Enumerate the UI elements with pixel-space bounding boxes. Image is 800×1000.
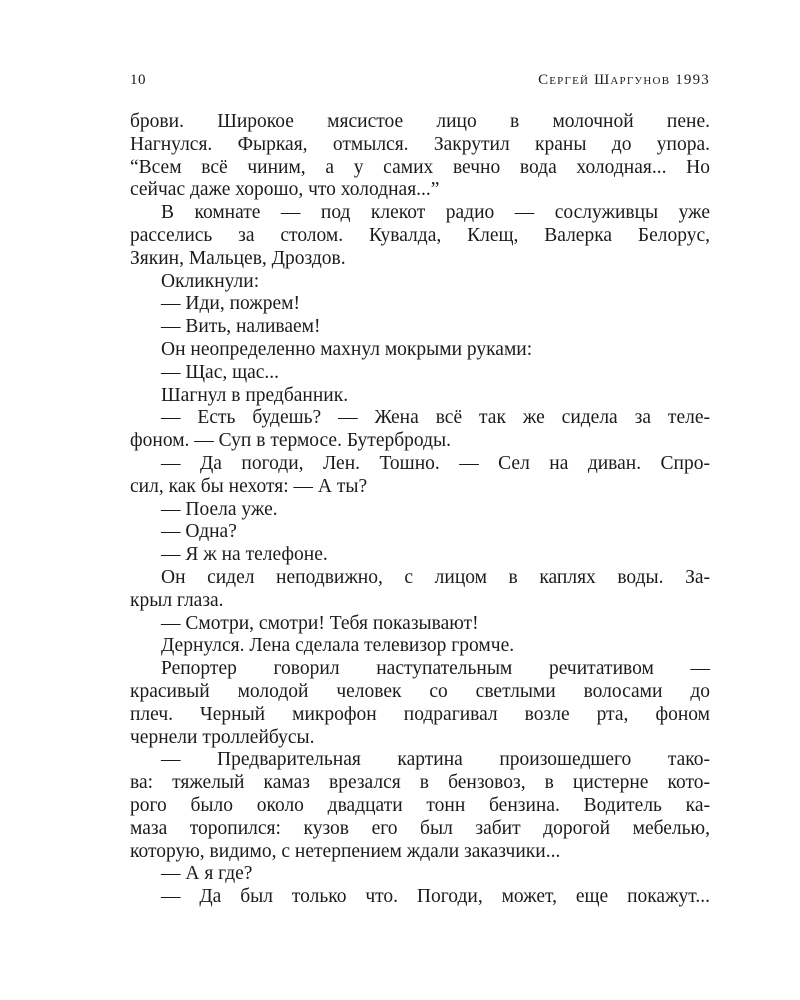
text-line: Окликнули:	[161, 270, 260, 292]
text-line: — Поела уже.	[161, 498, 278, 520]
text-line: — Иди, пожрем!	[161, 293, 300, 315]
text-line: Шагнул в предбанник.	[161, 384, 349, 406]
text-line: брови. Широкое мясистое лицо в молочной пене.	[130, 111, 710, 132]
text-line: Он неопределенно махнул мокрыми руками:	[161, 338, 533, 360]
body-text	[130, 111, 710, 909]
text-line: — Вить, наливаем!	[161, 316, 321, 338]
text-line: которую, видимо, с нетерпением ждали заказчики...	[130, 840, 561, 862]
text-line: крыл глаза.	[130, 589, 224, 611]
text-line: Нагнулся. Фыркая, отмылся. Закрутил краны до упора.	[130, 133, 710, 155]
text-line: сейчас даже хорошо, что холодная...”	[130, 179, 440, 201]
page-number: 10	[130, 72, 146, 88]
page-header	[130, 72, 710, 102]
text-line: — Одна?	[161, 521, 237, 543]
text-line: В комнате — под клекот радио — сослуживцы уже	[161, 202, 710, 224]
text-line: чернели троллейбусы.	[130, 726, 315, 748]
text-line: плеч. Черный микрофон подрагивал возле рта, фоном	[130, 703, 710, 725]
text-line: Дернулся. Лена сделала телевизор громче.	[161, 635, 515, 657]
text-line: — Щас, щас...	[161, 361, 280, 383]
text-line: сил, как бы нехотя: — А ты?	[130, 475, 368, 497]
text-line: маза торопился: кузов его был забит дорогой мебелью,	[130, 817, 710, 839]
text-line: — Смотри, смотри! Тебя показывают!	[161, 612, 479, 634]
text-line: расселись за столом. Кувалда, Клещ, Валерка Белорус,	[130, 224, 710, 246]
running-head: Сергей Шаргунов 1993	[538, 72, 710, 88]
text-line: Он сидел неподвижно, с лицом в каплях воды. За-	[161, 566, 710, 588]
text-line: — Да погоди, Лен. Тошно. — Сел на диван. Спро-	[161, 452, 710, 474]
text-line: красивый молодой человек со светлыми волосами до	[130, 680, 710, 702]
text-line: — Да был только что. Погоди, может, еще покажут...	[161, 886, 710, 908]
text-line: ва: тяжелый камаз врезался в бензовоз, в цистерне кото-	[130, 772, 710, 794]
text-line: “Всем всё чиним, а у самих вечно вода холодная... Но	[130, 156, 710, 178]
text-line: рого было около двадцати тонн бензина. Водитель ка-	[130, 794, 710, 816]
text-line: фоном. — Суп в термосе. Бутерброды.	[130, 430, 451, 452]
text-line: — А я где?	[161, 863, 253, 885]
text-line: — Предварительная картина произошедшего тако-	[161, 749, 710, 771]
text-line: — Есть будешь? — Жена всё так же сидела за теле-	[161, 407, 710, 429]
text-line: Зякин, Мальцев, Дроздов.	[130, 247, 346, 269]
text-line: Репортер говорил наступательным речитативом —	[161, 658, 710, 680]
text-line: — Я ж на телефоне.	[161, 544, 328, 566]
